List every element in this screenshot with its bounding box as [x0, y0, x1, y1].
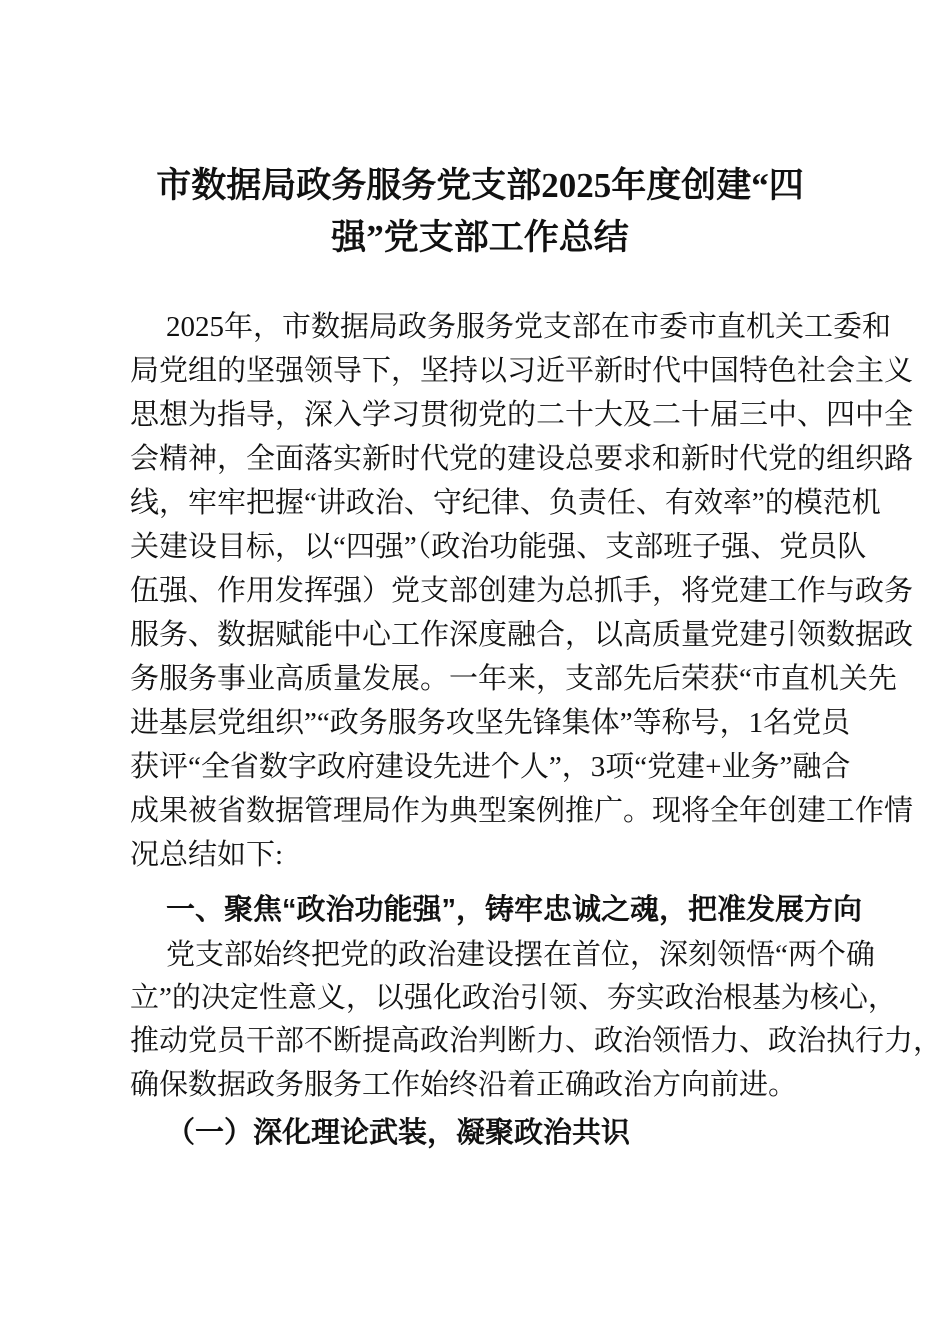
title-line-1: 市数据局政务服务党支部2025年度创建“四 — [156, 166, 804, 205]
document-title — [120, 160, 840, 264]
paragraph-line: 确保数据政务服务工作始终沿着正确政治方向前进。 — [130, 1069, 798, 1101]
paragraph-line: 党支部始终把党的政治建设摆在首位，深刻领悟“两个确 — [166, 939, 875, 971]
paragraph-line: 会精神，全面落实新时代党的建设总要求和新时代党的组织路 — [130, 443, 914, 475]
paragraph-line: 务服务事业高质量发展。一年来，支部先后荣获“市直机关先 — [130, 663, 897, 695]
section-heading: 一、聚焦“政治功能强”，铸牢忠诚之魂，把准发展方向 — [166, 894, 863, 926]
paragraph-line: 2025年，市数据局政务服务党支部在市委市直机关工委和 — [166, 311, 892, 343]
paragraph-line: 服务、数据赋能中心工作深度融合，以高质量党建引领数据政 — [130, 619, 914, 651]
subsection-heading: （一）深化理论武装，凝聚政治共识 — [166, 1117, 631, 1149]
paragraph-line: 进基层党组织”“政务服务攻坚先锋集体”等称号，1名党员 — [130, 707, 851, 739]
paragraph-line: 线，牢牢把握“讲政治、守纪律、负责任、有效率”的模范机 — [130, 487, 881, 519]
title-line-2: 强”党支部工作总结 — [331, 218, 629, 257]
paragraph-line: 思想为指导，深入学习贯彻党的二十大及二十届三中、四中全 — [130, 399, 914, 431]
paragraph-line: 成果被省数据管理局作为典型案例推广。现将全年创建工作情 — [130, 795, 914, 827]
paragraph-line: 况总结如下: — [130, 839, 284, 871]
paragraph-line: 局党组的坚强领导下，坚持以习近平新时代中国特色社会主义 — [130, 355, 914, 387]
paragraph-line: 伍强、作用发挥强）党支部创建为总抓手，将党建工作与政务 — [130, 575, 914, 607]
paragraph-line: 关建设目标，以“四强”（政治功能强、支部班子强、党员队 — [130, 531, 867, 563]
paragraph-line: 立”的决定性意义，以强化政治引领、夯实政治根基为核心， — [130, 982, 897, 1014]
paragraph-line: 获评“全省数字政府建设先进个人”，3项“党建+业务”融合 — [130, 751, 851, 783]
paragraph-line: 推动党员干部不断提高政治判断力、政治领悟力、政治执行力， — [130, 1025, 943, 1057]
